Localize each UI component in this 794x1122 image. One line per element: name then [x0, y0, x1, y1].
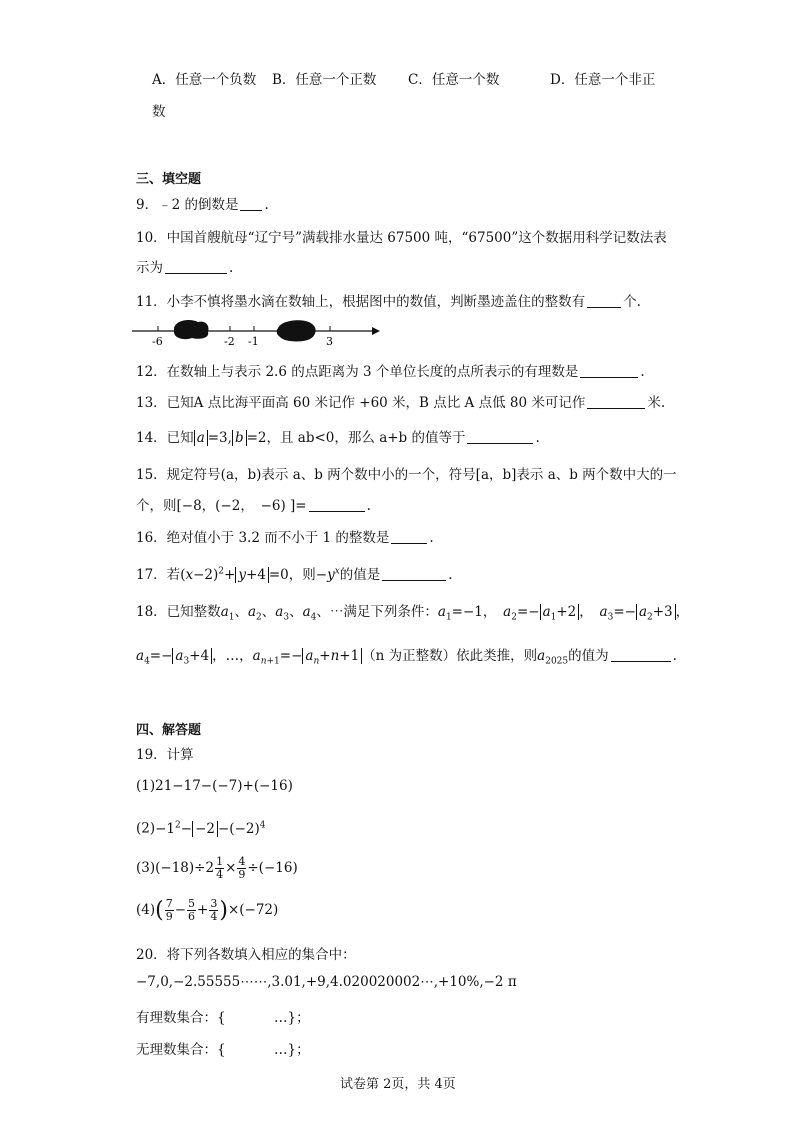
ink-blot-right [277, 320, 316, 341]
q19-item-2-label: (2) [136, 820, 156, 837]
section-title-fill-in: 三、填空题 [136, 172, 202, 187]
q12-end: . [640, 364, 645, 380]
rational-set-end: …}； [274, 1010, 310, 1026]
answer-blank[interactable] [240, 197, 262, 211]
section-title-answer: 四、解答题 [136, 723, 202, 738]
question-12 [136, 360, 645, 380]
q12-text: 12．在数轴上与表示 2.6 的点距离为 3 个单位长度的点所表示的有理数是 [136, 364, 579, 380]
question-14 [136, 426, 540, 446]
q18-text-3: 的值为 [568, 648, 609, 664]
question-16 [136, 526, 434, 546]
q19-item-3-label: (3) [136, 860, 156, 876]
choice-a: A．任意一个负数 [152, 72, 257, 88]
question-19-title: 19．计算 [136, 747, 194, 763]
answer-blank[interactable] [467, 430, 533, 444]
choice-d: D．任意一个非正 [550, 72, 656, 88]
rational-set-label: 有理数集合：{ [136, 1010, 226, 1026]
q13-end: 米. [647, 395, 666, 411]
q19-item-1-label: (1) [136, 778, 156, 794]
answer-blank[interactable] [309, 498, 365, 512]
q18-target: $a_{2025}$ [537, 648, 569, 667]
question-10-line1: 10．中国首艘航母“辽宁号”满载排水量达 67500 吨，“67500”这个数据用科学记数法表 [136, 230, 667, 246]
number-line-figure [130, 314, 382, 348]
q14-formula: a =3, b =2 [194, 430, 267, 446]
question-15-line1: 15．规定符号(a，b)表示 a、b 两个数中小的一个，符号[a，b]表示 a、b 两个数中大的一 [136, 467, 677, 483]
q18-text-2: （n 为正整数）依此类推，则 [362, 648, 538, 664]
q14-text: 14．已知 [136, 430, 194, 446]
q15-end: . [366, 498, 371, 514]
q19-item-3-expr: (−18)÷2 $\frac{1}{4}$ × $\frac{4}{9}$ ÷(−16) [155, 855, 298, 881]
q9-text: 9．﹣2 的倒数是 [136, 197, 239, 213]
q17-expr: $-y^x$ [315, 566, 340, 583]
choice-b: B．任意一个正数 [272, 72, 377, 88]
q18-formula-1: $a_1=-1$， $a_2=- a_1+2$ ， $a_3=- a_2+3$ ， [437, 604, 690, 623]
answer-blank[interactable] [587, 294, 621, 308]
question-9 [136, 193, 269, 213]
question-18-line1 [136, 600, 689, 623]
q19-item-2-expr: $-1^2- -2 -(-2)^4$ [155, 820, 266, 837]
irrational-set [136, 1038, 310, 1058]
question-17 [136, 563, 453, 583]
q14-text-mid: ，且 ab<0，那么 a+b 的值等于 [266, 430, 466, 446]
q17-text: 17．若 [136, 567, 181, 583]
axis-label-neg6: -6 [152, 335, 163, 348]
q11-end: 个. [623, 294, 641, 310]
q18-text-mid: 满足下列条件： [343, 604, 438, 620]
question-13 [136, 391, 665, 411]
question-18-line2 [136, 644, 677, 667]
q17-end: . [448, 567, 453, 583]
answer-blank[interactable] [587, 395, 645, 409]
q16-end: . [429, 530, 434, 546]
q13-text: 13．已知A 点比海平面高 60 米记作 +60 米，B 点比 A 点低 80 米可记作 [136, 395, 586, 411]
question-10-line2 [136, 256, 233, 276]
q10-end: . [229, 260, 234, 276]
q14-end: . [535, 430, 540, 446]
answer-blank[interactable] [611, 648, 671, 662]
q9-end: . [264, 197, 269, 213]
q19-item-3 [136, 856, 298, 881]
q19-item-1-expr: 21−17−(−7)+(−16) [155, 778, 293, 794]
ink-blot-left [174, 320, 209, 339]
question-15-line2 [136, 494, 371, 514]
q19-item-4-label: (4) [136, 902, 156, 918]
answer-blank[interactable] [391, 530, 427, 544]
q17-text-mid: ，则 [288, 567, 316, 583]
q10-text: 示为 [136, 260, 163, 276]
q17-formula: $(x-2)^2+ y+4 =0$ [180, 566, 289, 583]
question-20-title: 20．将下列各数填入相应的集合中： [136, 947, 356, 963]
q18-text: 18．已知整数 [136, 604, 221, 620]
axis-label-3: 3 [326, 335, 333, 348]
q20-numbers: −7,0,−2.55555⋯⋯,3.01,+9,4.020020002⋯,+10%,−2 π [136, 974, 517, 990]
axis-label-neg1: -1 [248, 335, 259, 348]
q18-formula-2: $a_4=- a_3+4$ ，…，$a_{n+1}=- a_n+n+1$ [136, 648, 362, 664]
answer-blank[interactable] [382, 567, 446, 581]
answer-blank[interactable] [165, 260, 227, 274]
q19-item-4-expr: ( $\frac{7}{9}$ − $\frac{5}{6}$ + $\frac{3}{4}$ )×(−72) [155, 897, 279, 923]
q19-item-1 [136, 778, 293, 794]
rational-set [136, 1006, 310, 1026]
choice-c: C．任意一个数 [408, 72, 500, 88]
q19-item-2 [136, 820, 265, 837]
axis-label-neg2: -2 [224, 335, 235, 348]
q15-text: 个，则[−8，(−2， −6) ]= [136, 498, 307, 514]
q19-item-4 [136, 898, 278, 923]
irrational-set-end: …}； [274, 1042, 310, 1058]
q11-text: 11．小李不慎将墨水滴在数轴上，根据图中的数值，判断墨迹盖住的整数有 [136, 294, 586, 310]
q17-text-post: 的值是 [339, 567, 381, 583]
q18-seq: $a_1$、$a_2$、$a_3$、$a_4$、⋯ [220, 604, 344, 623]
question-11 [136, 290, 641, 310]
choice-d-continued: 数 [152, 104, 166, 120]
page-footer: 试卷第 2页，共 4页 [340, 1077, 456, 1092]
q18-end: . [672, 648, 677, 664]
answer-blank[interactable] [580, 364, 638, 378]
q16-text: 16．绝对值小于 3.2 而不小于 1 的整数是 [136, 530, 390, 546]
irrational-set-label: 无理数集合：{ [136, 1042, 226, 1058]
